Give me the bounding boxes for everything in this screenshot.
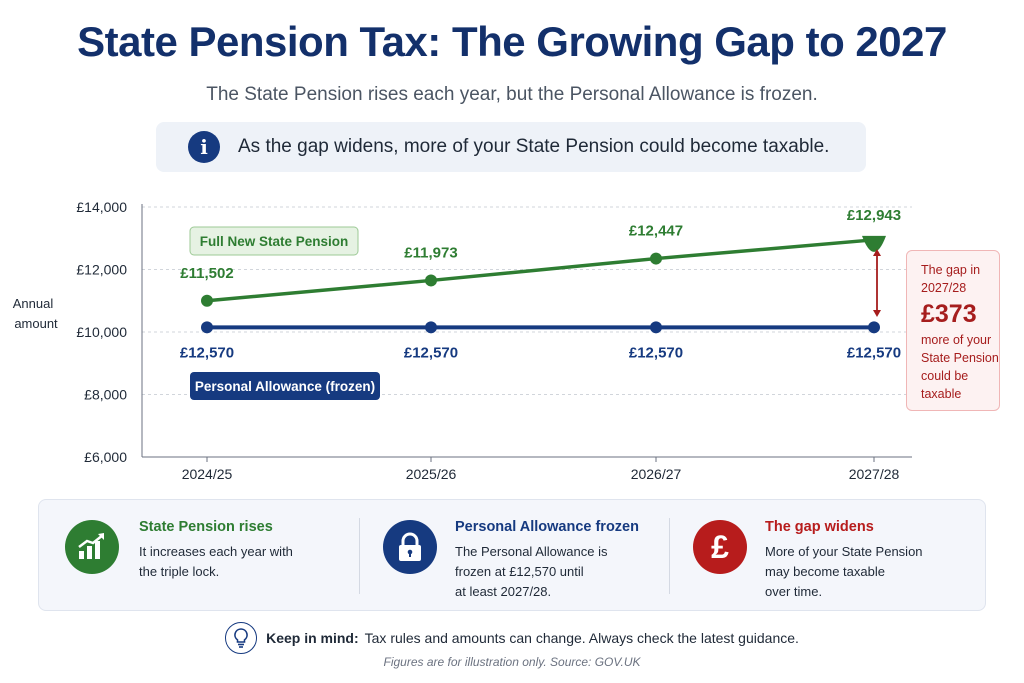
personal-allowance-point <box>868 321 880 333</box>
personal-allowance-point <box>650 321 662 333</box>
personal-allowance-value-label: £12,570 <box>179 344 235 362</box>
gap-callout-desc-4: taxable <box>921 387 962 401</box>
y-tick-label: £12,000 <box>76 261 127 278</box>
growth-chart-icon <box>65 520 119 574</box>
x-tick-label: 2027/28 <box>848 466 900 482</box>
source-footnote: Figures are for illustration only. Source: GOV.UK <box>383 655 641 669</box>
state-pension-value-label: £12,447 <box>628 222 684 240</box>
y-tick-label: £10,000 <box>76 324 127 340</box>
summary-cards-panel <box>38 499 986 611</box>
card-body-line: at least 2027/28. <box>455 584 552 599</box>
card-title: State Pension rises <box>139 519 273 535</box>
y-tick-label: £6,000 <box>84 449 127 465</box>
state-pension-point <box>425 274 437 286</box>
gap-callout-label: The gap in <box>921 263 981 277</box>
gap-callout-value: £373 <box>921 300 977 328</box>
info-banner-text: As the gap widens, more of your State Pension could become taxable. <box>238 136 830 157</box>
gap-callout-desc-2: State Pension <box>921 351 999 365</box>
gap-callout-desc-3: could be <box>921 369 969 383</box>
personal-allowance-point <box>425 321 437 333</box>
personal-allowance-value-label: £12,570 <box>846 344 902 362</box>
personal-allowance-point <box>201 321 213 333</box>
keep-in-mind-row <box>0 622 1024 654</box>
personal-allowance-value-label: £12,570 <box>403 344 459 362</box>
keep-in-mind-text: Tax rules and amounts can change. Always check the latest guidance. <box>364 630 799 646</box>
gap-callout-desc-1: more of your <box>921 333 992 347</box>
page-subtitle: The State Pension rises each year, but the Personal Allowance is frozen. <box>206 84 818 105</box>
state-pension-point <box>650 253 662 265</box>
x-tick-label: 2025/26 <box>405 466 457 482</box>
padlock-icon <box>383 520 437 574</box>
card-body-line: may become taxable <box>765 564 885 579</box>
series-label-state-pension: Full New State Pension <box>199 234 349 249</box>
x-tick-label: 2024/25 <box>181 466 233 482</box>
card-body <box>765 542 945 602</box>
state-pension-value-label: £12,943 <box>846 206 902 224</box>
lightbulb-icon <box>225 622 257 654</box>
card-body-line: It increases each year with <box>139 544 293 559</box>
card-title: The gap widens <box>765 519 874 535</box>
y-tick-label: £14,000 <box>76 199 127 215</box>
card-body-line: frozen at £12,570 until <box>455 564 584 579</box>
card-body-line: The Personal Allowance is <box>455 544 608 559</box>
page-title: State Pension Tax: The Growing Gap to 2027 <box>77 18 947 65</box>
state-pension-point <box>862 236 886 252</box>
card-body-line: the triple lock. <box>139 564 220 579</box>
x-tick-label: 2026/27 <box>630 466 682 482</box>
y-axis-label: Annual <box>12 296 54 311</box>
y-axis-label: amount <box>14 316 58 331</box>
card-personal-allowance-frozen <box>359 500 669 612</box>
info-banner <box>156 122 866 172</box>
pound-sign-icon: £ <box>693 520 747 574</box>
card-state-pension-rises <box>39 500 359 612</box>
keep-in-mind-label: Keep in mind: <box>266 630 359 646</box>
card-body <box>139 542 319 582</box>
info-icon: i <box>188 131 220 163</box>
state-pension-value-label: £11,973 <box>404 244 458 262</box>
card-body <box>455 542 635 602</box>
gap-arrow-head <box>873 310 881 317</box>
gap-callout-year: 2027/28 <box>921 281 967 295</box>
line-chart <box>0 190 1024 490</box>
card-gap-widens <box>669 500 987 612</box>
series-label-personal-allowance: Personal Allowance (frozen) <box>194 379 376 394</box>
y-tick-label: £8,000 <box>84 386 127 403</box>
state-pension-point <box>201 295 213 307</box>
gap-callout <box>906 250 1000 411</box>
card-title: Personal Allowance frozen <box>455 519 639 535</box>
card-body-line: over time. <box>765 584 823 599</box>
personal-allowance-value-label: £12,570 <box>628 344 684 362</box>
card-body-line: More of your State Pension <box>765 544 923 559</box>
state-pension-value-label: £11,502 <box>180 264 234 282</box>
